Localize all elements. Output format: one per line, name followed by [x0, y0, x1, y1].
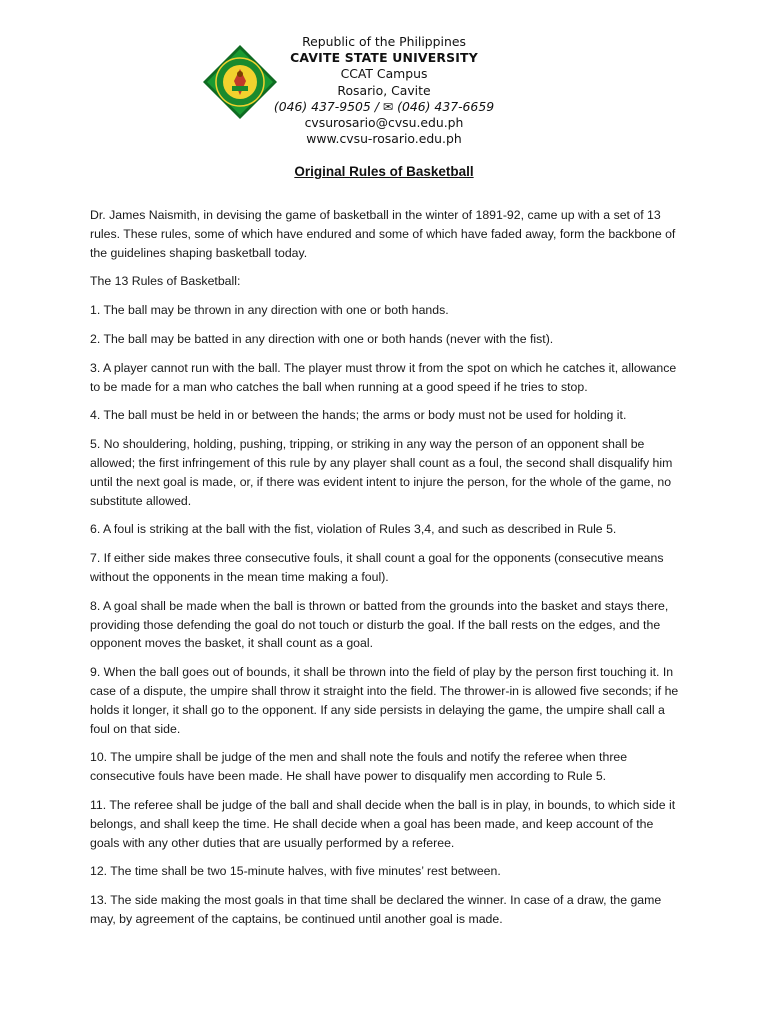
campus-name: CCAT Campus: [340, 66, 428, 82]
phone-numbers: (046) 437-9505 / ✉ (046) 437-6659: [273, 98, 495, 114]
rule-5: 5. No shouldering, holding, pushing, tripping, or striking in any way the person of an opponent shall be allowed; the first infringement of this rule by any player shall count as a foul, the second shall disqualify him until the next goal is made, or, if there was evident intent to injure the person, for the whole of the game, no substitute allowed.: [90, 437, 673, 508]
campus-location: Rosario, Cavite: [337, 82, 431, 98]
document-body: [90, 206, 686, 939]
rule-12: 12. The time shall be two 15-minute halves, with five minutes’ rest between.: [90, 864, 501, 879]
rule-9: 9. When the ball goes out of bounds, it shall be thrown into the field of play by the person first touching it. In case of a dispute, the umpire shall throw it straight into the field. The thrower-in is allowed five seconds; if he holds it longer, it shall go to the opponent. If any side persists in delaying the game, the umpire shall call a foul on that side.: [90, 665, 679, 736]
letterhead-text: [234, 34, 534, 147]
rule-2: 2. The ball may be batted in any direction with one or both hands (never with the fist).: [90, 331, 554, 346]
letterhead: [0, 34, 768, 154]
intro-paragraph: Dr. James Naismith, in devising the game of basketball in the winter of 1891-92, came up with a set of 13 rules. These rules, some of which have endured and some of which have faded away, form the backbone of the guidelines shaping basketball today.: [90, 208, 676, 260]
rules-heading: The 13 Rules of Basketball:: [90, 274, 241, 289]
rule-13: 13. The side making the most goals in that time shall be declared the winner. In case of a draw, the game may, by agreement of the captains, be continued until another goal is made.: [90, 893, 662, 926]
rule-11: 11. The referee shall be judge of the ball and shall decide when the ball is in play, in bounds, to which side it belongs, and shall keep the time. He shall decide when a goal has been made, and keep account of the goals with any other duties that are usually performed by a referee.: [90, 797, 676, 850]
rule-6: 6. A foul is striking at the ball with the fist, violation of Rules 3,4, and such as described in Rule 5.: [90, 522, 617, 537]
rule-3: 3. A player cannot run with the ball. The player must throw it from the spot on which he catches it, allowance to be made for a man who catches the ball when running at a good speed if he tries to stop.: [90, 360, 677, 394]
website-url: www.cvsu-rosario.edu.ph: [306, 131, 462, 147]
rule-7: 7. If either side makes three consecutive fouls, it shall count a goal for the opponents (consecutive means without the opponents in the mean time making a foul).: [90, 551, 664, 584]
rule-4: 4. The ball must be held in or between the hands; the arms or body must not be used for holding it.: [90, 408, 627, 423]
university-name: CAVITE STATE UNIVERSITY: [290, 50, 478, 66]
email-address: cvsurosario@cvsu.edu.ph: [304, 115, 464, 131]
document-title: Original Rules of Basketball: [294, 164, 474, 179]
rule-1: 1. The ball may be thrown in any direction with one or both hands.: [90, 303, 449, 318]
rule-8: 8. A goal shall be made when the ball is thrown or batted from the grounds into the basket and stays there, providing those defending the goal do not touch or disturb the goal. If the ball rests on the edges, and the opponent moves the basket, it shall count as a goal.: [90, 598, 669, 651]
rule-10: 10. The umpire shall be judge of the men and shall note the fouls and notify the referee when three consecutive fouls have been made. He shall have power to disqualify men according to Rule 5.: [90, 750, 628, 784]
republic-line: Republic of the Philippines: [302, 34, 466, 49]
